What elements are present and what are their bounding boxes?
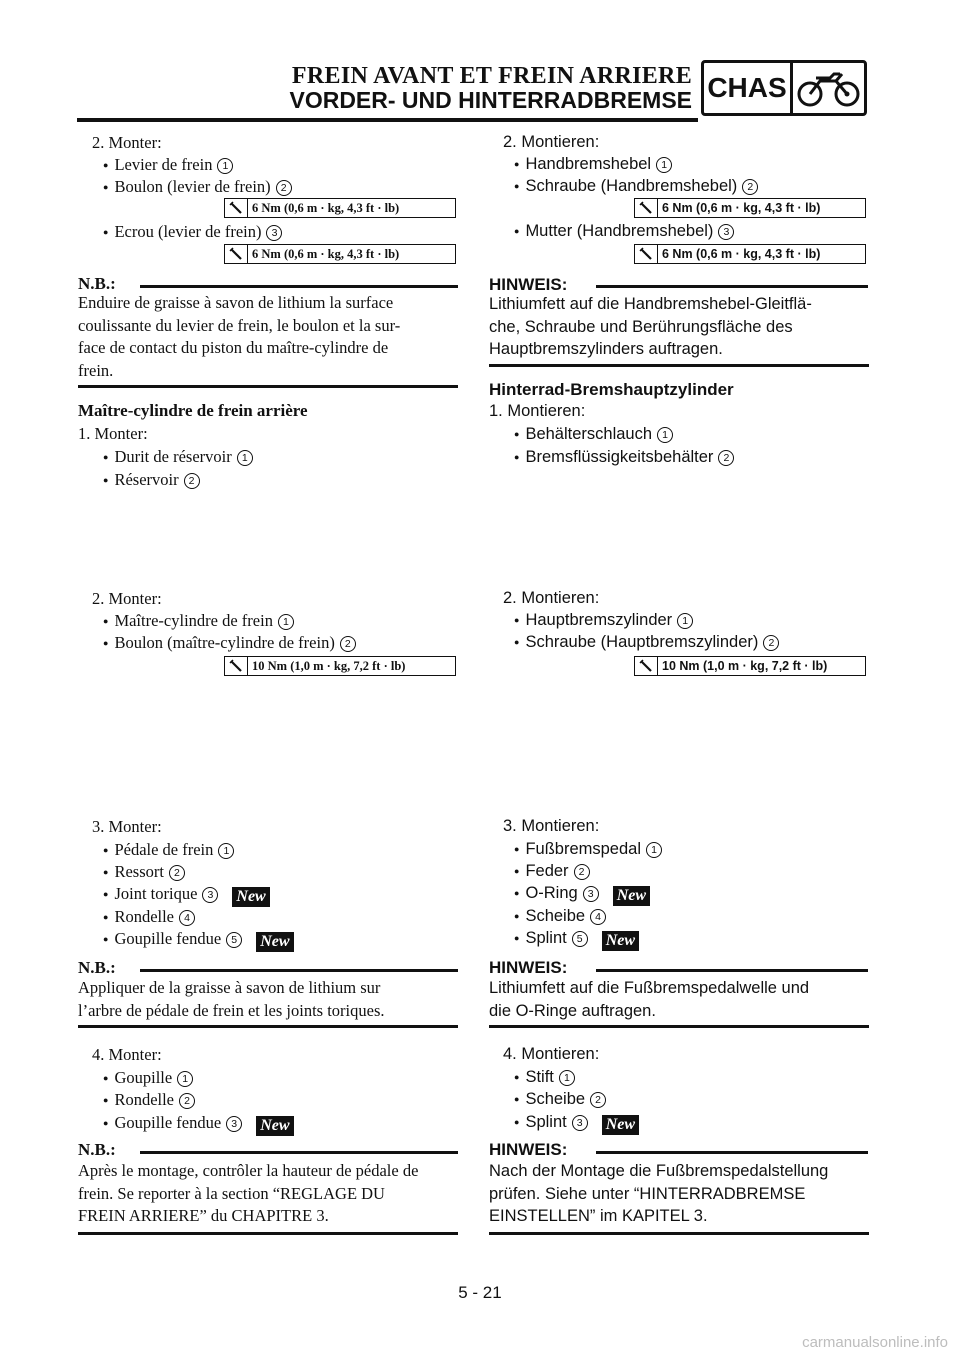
torque-spec: 6 Nm (0,6 m · kg, 4,3 ft · lb)	[224, 244, 456, 264]
list-item: ● Réservoir 2	[103, 470, 200, 490]
note-label: N.B.:	[78, 274, 116, 293]
list-item: ● Schraube (Handbremshebel) 2	[514, 177, 758, 196]
list-item: ● Goupille fendue 3 New	[103, 1113, 294, 1136]
list-item: ● Scheibe 2	[514, 1090, 606, 1109]
torque-spec: 6 Nm (0,6 m · kg, 4,3 ft · lb)	[634, 198, 866, 218]
list-item: ● Splint 5 New	[514, 929, 639, 951]
list-item: ● Stift 1	[514, 1068, 575, 1087]
list-item: ● Handbremshebel 1	[514, 155, 672, 174]
list-item: ● Scheibe 4	[514, 907, 606, 926]
torque-spec: 6 Nm (0,6 m · kg, 4,3 ft · lb)	[224, 198, 456, 218]
list-item: ● Durit de réservoir 1	[103, 447, 253, 467]
note-label: N.B.:	[78, 958, 116, 977]
new-badge: New	[602, 931, 639, 951]
note-end-rule	[78, 1025, 458, 1028]
new-badge: New	[613, 886, 650, 906]
header-rule	[77, 118, 698, 122]
note-end-rule	[78, 385, 458, 388]
list-item: ● Goupille fendue 5 New	[103, 929, 294, 952]
wrench-icon	[225, 199, 248, 217]
note-label: HINWEIS:	[489, 958, 568, 977]
de-step-install-4: 3. Montieren:	[503, 817, 600, 835]
wrench-icon	[635, 199, 658, 217]
note-label: N.B.:	[78, 1140, 116, 1159]
torque-spec: 6 Nm (0,6 m · kg, 4,3 ft · lb)	[634, 244, 866, 264]
list-item: ● Pédale de frein 1	[103, 840, 234, 860]
list-item: ● Boulon (maître-cylindre de frein) 2	[103, 633, 356, 653]
list-item: ● Fußbremspedal 1	[514, 840, 662, 859]
de-step-install-2: 1. Montieren:	[489, 402, 586, 420]
de-step-install-3: 2. Montieren:	[503, 589, 600, 607]
note-rule	[596, 1151, 868, 1154]
list-item: ● Schraube (Hauptbremszylinder) 2	[514, 633, 779, 652]
note-rule	[140, 969, 458, 972]
list-item: ● Bremsflüssigkeitsbehälter 2	[514, 448, 734, 467]
note-rule	[596, 285, 868, 288]
new-badge: New	[256, 932, 293, 952]
circled-number-3: 3	[266, 225, 282, 241]
note-text: Appliquer de la graisse à savon de lithium sur l’arbre de pédale de frein et les joints toriques.	[78, 978, 385, 1020]
note-text: Après le montage, contrôler la hauteur de pédale de frein. Se reporter à la section “REGLAGE DU FREIN ARRIERE” du CHAPITRE 3.	[78, 1161, 419, 1225]
circled-number-1: 1	[217, 158, 233, 174]
fr-step-install-5: 4. Monter:	[92, 1045, 162, 1064]
list-item: ● Rondelle 2	[103, 1090, 195, 1110]
note-end-rule	[489, 1232, 869, 1235]
wrench-icon	[635, 245, 658, 263]
wrench-icon	[635, 657, 658, 675]
list-item: ● Levier de frein 1	[103, 155, 233, 175]
note-end-rule	[489, 1025, 869, 1028]
de-step-install-5: 4. Montieren:	[503, 1045, 600, 1063]
list-item: ● Rondelle 4	[103, 907, 195, 927]
torque-spec: 10 Nm (1,0 m · kg, 7,2 ft · lb)	[224, 656, 456, 676]
list-item: ● Joint torique 3 New	[103, 884, 270, 907]
new-badge: New	[602, 1115, 639, 1135]
chapter-badge-label: CHAS	[704, 63, 793, 113]
page-title-fr: FREIN AVANT ET FREIN ARRIERE	[291, 63, 692, 89]
note-rule	[140, 285, 458, 288]
note-rule	[140, 1151, 458, 1154]
list-item: ● Ecrou (levier de frein) 3	[103, 222, 282, 242]
note-text: Enduire de graisse à savon de lithium la surface coulissante du levier de frein, le boulon et la sur- face de contact du piston du maître-cylindre de frein.	[78, 293, 401, 380]
section-title: Maître-cylindre de frein arrière	[78, 401, 308, 420]
list-item: ● Feder 2	[514, 862, 590, 881]
page-title-de: VORDER- UND HINTERRADBREMSE	[289, 87, 692, 113]
fr-step-install-4: 3. Monter:	[92, 817, 162, 836]
new-badge: New	[232, 887, 269, 907]
watermark: carmanualsonline.info	[802, 1334, 948, 1351]
note-text: Nach der Montage die Fußbremspedalstellung prüfen. Siehe unter “HINTERRADBREMSE EINSTELLEN” im KAPITEL 3.	[489, 1162, 829, 1225]
list-item: ● Boulon (levier de frein) 2	[103, 177, 292, 197]
fr-step-install-1: 2. Monter:	[92, 133, 162, 152]
wrench-icon	[225, 245, 248, 263]
note-text: Lithiumfett auf die Fußbremspedalwelle und die O-Ringe auftragen.	[489, 979, 810, 1020]
note-label: HINWEIS:	[489, 1140, 568, 1159]
motorcycle-icon	[793, 63, 864, 113]
chapter-badge	[701, 60, 867, 116]
note-text: Lithiumfett auf die Handbremshebel-Gleitflä- che, Schraube und Berührungsfläche des Hauptbremszylinders auftragen.	[489, 295, 812, 358]
list-item: ● Maître-cylindre de frein 1	[103, 611, 294, 631]
note-end-rule	[489, 364, 869, 367]
page-number: 5 - 21	[458, 1283, 502, 1302]
list-item: ● Mutter (Handbremshebel) 3	[514, 222, 734, 241]
de-step-install-1: 2. Montieren:	[503, 133, 600, 151]
new-badge: New	[256, 1116, 293, 1136]
list-item: ● Splint 3 New	[514, 1113, 639, 1135]
list-item: ● Ressort 2	[103, 862, 185, 882]
list-item: ● Hauptbremszylinder 1	[514, 611, 693, 630]
wrench-icon	[225, 657, 248, 675]
note-rule	[596, 969, 868, 972]
section-title: Hinterrad-Bremshauptzylinder	[489, 380, 734, 399]
list-item: ● O-Ring 3 New	[514, 884, 650, 906]
fr-step-install-2: 1. Monter:	[78, 424, 148, 443]
note-end-rule	[78, 1232, 458, 1235]
torque-spec: 10 Nm (1,0 m · kg, 7,2 ft · lb)	[634, 656, 866, 676]
circled-number-2: 2	[276, 180, 292, 196]
fr-step-install-3: 2. Monter:	[92, 589, 162, 608]
list-item: ● Goupille 1	[103, 1068, 193, 1088]
list-item: ● Behälterschlauch 1	[514, 425, 673, 444]
note-label: HINWEIS:	[489, 275, 568, 294]
